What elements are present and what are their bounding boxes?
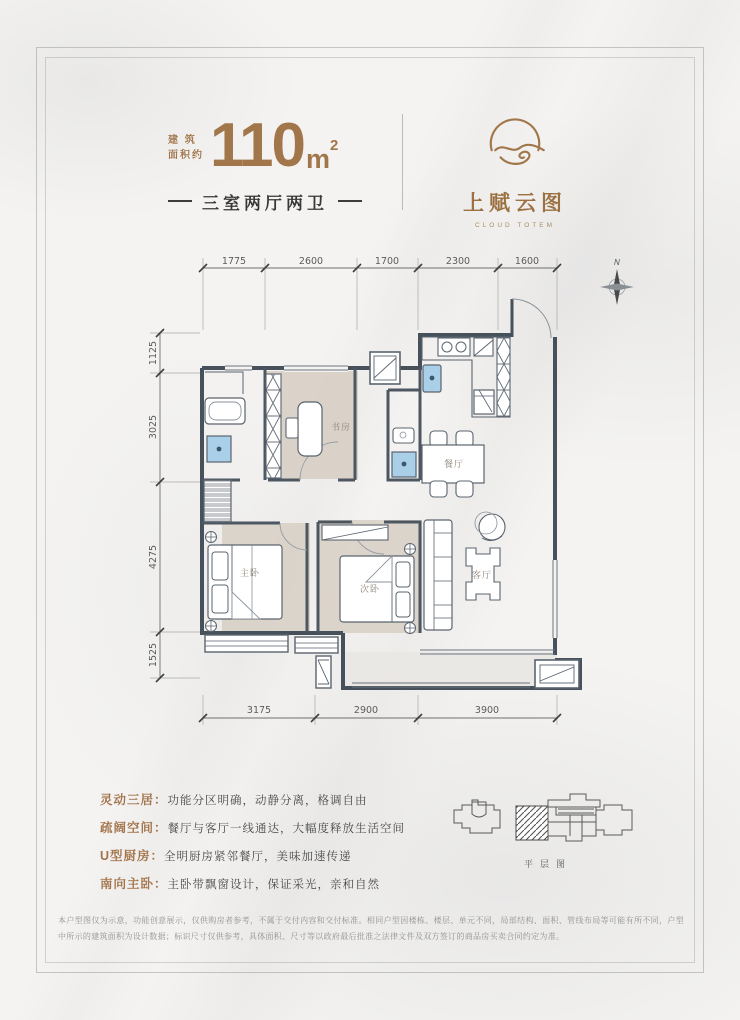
disclaimer-text: 本户型图仅为示意，功能创意展示，仅供购房者参考，不属于交付内容和交付标准。相同户型因楼栋、楼层、单元不同，局部结构、面积、管线布局等可能有所不同，户型中所示的建筑面积为设计数据；标识尺寸仅供参考，具体面积、尺寸等以政府最后批准之法律文件及双方签订的商品房买卖合同约定为准。	[58, 916, 684, 941]
room-label-dining: 餐厅	[444, 459, 465, 469]
svg-text:1775: 1775	[221, 256, 247, 267]
cloud-emblem-icon	[479, 108, 551, 178]
svg-text:1700: 1700	[374, 256, 400, 267]
feature-label: U型厨房：	[100, 849, 165, 863]
compass-n-label: N	[614, 258, 620, 267]
svg-text:4275: 4275	[148, 544, 159, 570]
svg-text:2300: 2300	[445, 256, 471, 267]
key-plan	[452, 788, 644, 870]
svg-text:1600: 1600	[514, 256, 540, 267]
header-divider	[402, 114, 403, 210]
floorplan-drawing	[130, 245, 670, 725]
svg-text:3900: 3900	[474, 705, 500, 716]
brand-name-en: CLOUD TOTEM	[474, 222, 556, 229]
feature-text: 功能分区明确，动静分离，格调自由	[167, 795, 368, 807]
feature-row	[100, 818, 405, 846]
feature-label: 南向主卧：	[100, 877, 168, 891]
entry-door	[512, 299, 551, 338]
layout-subtitle	[168, 189, 362, 214]
subtitle-dash-right	[338, 200, 362, 202]
feature-text: 全明厨房紧邻餐厅，美味加速传递	[164, 851, 352, 863]
subtitle-text: 三室两厅两卫	[202, 193, 328, 213]
feature-row	[100, 790, 405, 818]
svg-text:1525: 1525	[148, 642, 159, 668]
area-unit: $m^2$	[306, 136, 339, 174]
compass-icon	[600, 258, 634, 305]
feature-text: 主卧带飘窗设计，保证采光，亲和自然	[167, 879, 381, 891]
feature-label: 疏阔空间：	[100, 821, 168, 835]
bay-windows	[205, 635, 338, 688]
room-label-living: 客厅	[472, 570, 493, 580]
room-label-master: 主卧	[240, 568, 261, 578]
area-prefix-label: 建 筑 面积约	[168, 134, 204, 162]
area-value: 110	[210, 111, 305, 180]
svg-text:2900: 2900	[353, 705, 379, 716]
subtitle-dash-left	[168, 200, 192, 202]
dining-area	[422, 431, 484, 497]
bathroom-left	[205, 372, 245, 462]
master-bedroom	[206, 532, 283, 632]
svg-text:2600: 2600	[298, 256, 324, 267]
key-plan-label: 平层图	[523, 859, 572, 869]
feature-list	[100, 790, 405, 902]
key-plan-drawing	[452, 788, 644, 846]
room-label-second: 次卧	[360, 584, 381, 594]
svg-text:1125: 1125	[148, 340, 159, 366]
feature-label: 灵动三居：	[100, 793, 168, 807]
brand-name-cn: 上赋云图	[463, 191, 567, 215]
living-room	[424, 512, 505, 630]
bathroom-middle	[392, 428, 416, 477]
room-label-study: 书房	[331, 422, 352, 432]
brand-logo	[445, 108, 585, 229]
feature-text: 餐厅与客厅一线通达，大幅度释放生活空间	[167, 823, 406, 835]
feature-row	[100, 874, 405, 902]
svg-text:3025: 3025	[148, 414, 159, 440]
shoe-cabinet	[204, 480, 231, 522]
kitchen	[422, 337, 510, 417]
feature-row	[100, 846, 405, 874]
svg-text:3175: 3175	[246, 705, 272, 716]
area-title-block	[168, 111, 362, 214]
